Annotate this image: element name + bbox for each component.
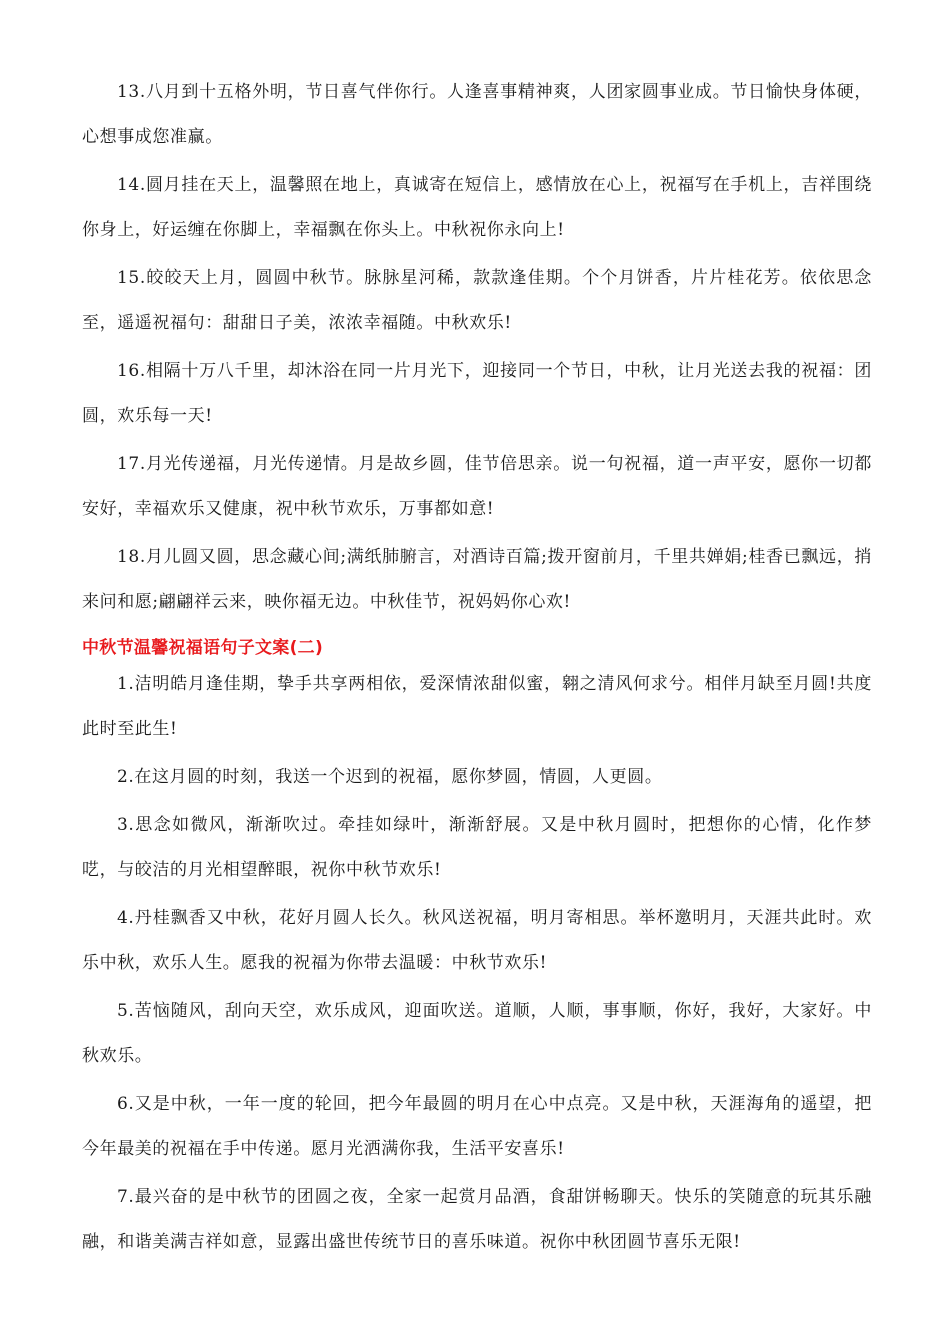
paragraph-15: 15.皎皎天上月，圆圆中秋节。脉脉星河稀，款款逢佳期。个个月饼香，片片桂花芳。依依思念至，遥遥祝福句：甜甜日子美，浓浓幸福随。中秋欢乐! <box>82 268 872 333</box>
paragraph-16: 16.相隔十万八千里，却沐浴在同一片月光下，迎接同一个节日，中秋，让月光送去我的祝福：团圆，欢乐每一天! <box>82 361 872 426</box>
paragraph-1: 1.洁明皓月逢佳期，挚手共享两相依，爱深情浓甜似蜜，翱之清风何求兮。相伴月缺至月圆!共度此时至此生! <box>82 674 872 739</box>
section-heading: 中秋节温馨祝福语句子文案(二) <box>82 638 324 658</box>
paragraph-17: 17.月光传递福，月光传递情。月是故乡圆，佳节倍思亲。说一句祝福，道一声平安，愿你一切都安好，幸福欢乐又健康，祝中秋节欢乐，万事都如意! <box>82 454 872 519</box>
paragraph-4: 4.丹桂飘香又中秋，花好月圆人长久。秋风送祝福，明月寄相思。举杯邀明月，天涯共此时。欢乐中秋，欢乐人生。愿我的祝福为你带去温暖：中秋节欢乐! <box>82 908 872 973</box>
paragraph-3: 3.思念如微风，渐渐吹过。牵挂如绿叶，渐渐舒展。又是中秋月圆时，把想你的心情，化作梦呓，与皎洁的月光相望醉眼，祝你中秋节欢乐! <box>82 815 872 880</box>
paragraph-13: 13.八月到十五格外明，节日喜气伴你行。人逢喜事精神爽，人团家圆事业成。节日愉快身体硬，心想事成您准赢。 <box>82 82 872 147</box>
paragraph-18: 18.月儿圆又圆，思念藏心间;满纸肺腑言，对酒诗百篇;拨开窗前月，千里共婵娟;桂香已飘远，捎来问和愿;翩翩祥云来，映你福无边。中秋佳节，祝妈妈你心欢! <box>82 547 872 612</box>
paragraph-2: 2.在这月圆的时刻，我送一个迟到的祝福，愿你梦圆，情圆，人更圆。 <box>117 767 663 787</box>
paragraph-14: 14.圆月挂在天上，温馨照在地上，真诚寄在短信上，感情放在心上，祝福写在手机上，吉祥围绕你身上，好运缠在你脚上，幸福飘在你头上。中秋祝你永向上! <box>82 175 872 240</box>
paragraph-7: 7.最兴奋的是中秋节的团圆之夜，全家一起赏月品酒，食甜饼畅聊天。快乐的笑随意的玩其乐融融，和谐美满吉祥如意，显露出盛世传统节日的喜乐味道。祝你中秋团圆节喜乐无限! <box>82 1187 872 1252</box>
document-page <box>82 70 872 1268</box>
paragraph-5: 5.苦恼随风，刮向天空，欢乐成风，迎面吹送。道顺，人顺，事事顺，你好，我好，大家好。中秋欢乐。 <box>82 1001 872 1066</box>
paragraph-6: 6.又是中秋，一年一度的轮回，把今年最圆的明月在心中点亮。又是中秋，天涯海角的遥望，把今年最美的祝福在手中传递。愿月光洒满你我，生活平安喜乐! <box>82 1094 872 1159</box>
